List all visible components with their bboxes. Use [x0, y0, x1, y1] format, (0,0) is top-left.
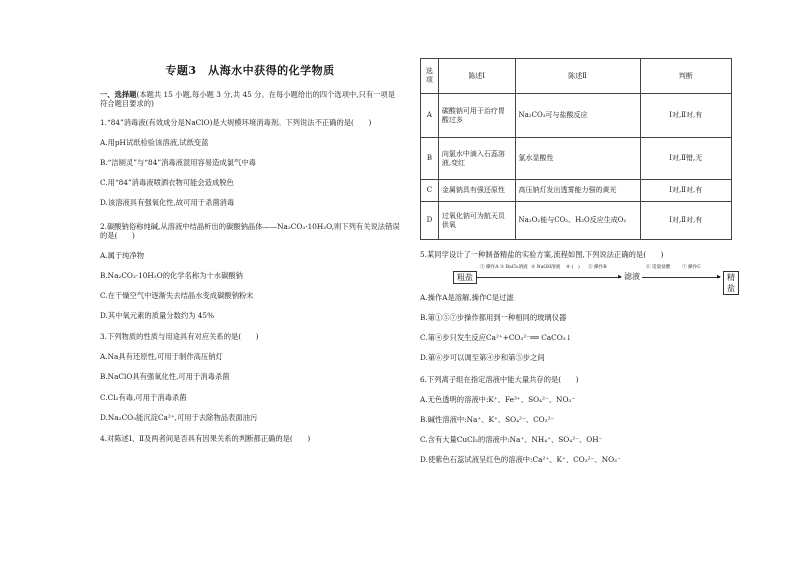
question-6-option-a: A.无色透明的溶液中:K⁺、Fe³⁺、SO₄²⁻、NO₃⁻: [420, 394, 576, 404]
question-6-option-b: B.碱性溶液中:Na⁺、K⁺、SO₄²⁻、CO₃²⁻: [420, 414, 555, 424]
table-cell-statement-1: 向氯水中滴入石蕊溶液,变红: [438, 138, 515, 180]
table-cell-statement-2: Na₂O₂能与CO₂、H₂O反应生成O₂: [515, 202, 640, 240]
question-1-option-d: D.该溶液具有强氧化性,故可用于杀菌消毒: [100, 198, 235, 208]
table-header-row: [421, 59, 732, 94]
flow-end-box: 精盐: [723, 271, 739, 295]
flow-step-1-label: ① 操作A: [480, 265, 499, 271]
question-3-option-b: B.NaClO具有强氧化性,可用于消毒杀菌: [100, 372, 230, 382]
purification-flowchart: [420, 265, 735, 294]
flow-arrow-line-1: [477, 273, 622, 280]
table-cell-judgement: Ⅰ对,Ⅱ对,有: [640, 180, 731, 202]
question-1-option-c: C.用“84”消毒液喷洒衣物可能会造成脱色: [100, 178, 234, 188]
table-cell-statement-1: 碳酸钠可用于治疗胃酸过多: [438, 94, 515, 138]
section-instructions: (本题共 15 小题,每小题 3 分,共 45 分。在每小题给出的四个选项中,只有一项是符合题目要求的): [100, 89, 396, 108]
table-cell-statement-2: 氯水显酸性: [515, 138, 640, 180]
flow-step-7-label: ⑦ 操作C: [682, 265, 701, 271]
question-2-option-a: A.属于纯净物: [100, 250, 145, 260]
question-2-option-d: D.其中氧元素的质量分数约为 45%: [100, 311, 215, 321]
table-header-judgement: 判断: [640, 59, 731, 94]
question-1-option-a: A.用pH试纸检验该溶液,试纸变蓝: [100, 138, 209, 148]
table-cell-option: D: [421, 202, 439, 240]
flow-step-6-label: ⑥ 适量盐酸: [646, 265, 671, 271]
flow-start-box: 粗盐: [453, 271, 477, 284]
table-cell-judgement: Ⅰ对,Ⅱ对,有: [640, 202, 731, 240]
question-6-stem: 6.下列离子组在指定溶液中能大量共存的是( ): [420, 374, 579, 384]
question-2-option-c: C.在干燥空气中逐渐失去结晶水变成碳酸钠粉末: [100, 290, 254, 300]
question-5-option-c: C.第④步只发生反应Ca²⁺+CO₃²⁻══ CaCO₃↓: [420, 333, 572, 343]
section-heading: [100, 90, 400, 108]
question-6-option-c: C.含有大量CuCl₂的溶液中:Na⁺、NH₄⁺、SO₄²⁻、OH⁻: [420, 434, 603, 444]
right-column: [420, 58, 735, 464]
table-cell-option: C: [421, 180, 439, 202]
flow-step-2-label: ② BaCl₂溶液: [500, 265, 528, 271]
question-1-option-b: B.“洁厕灵”与“84”消毒液混用容易造成氯气中毒: [100, 158, 256, 168]
table-cell-option: B: [421, 138, 439, 180]
question-6-option-d: D.使紫色石蕊试液呈红色的溶液中:Ca²⁺、K⁺、CO₃²⁻、NO₃⁻: [420, 454, 621, 464]
table-row: [421, 202, 732, 240]
table-cell-statement-1: 过氧化钠可为航天员供氧: [438, 202, 515, 240]
table-cell-statement-2: Na₂CO₃可与盐酸反应: [515, 94, 640, 138]
question-2-stem: 2.碳酸钠俗称纯碱,从溶液中结晶析出的碳酸钠晶体——Na₂CO₃·10H₂O,则下列有关说法错误的是( ): [100, 221, 400, 240]
question-5-option-a: A.操作A是溶解,操作C是过滤: [420, 293, 514, 303]
question-4-table: [420, 58, 732, 240]
question-5-stem: 5.某同学设计了一种制备精盐的实验方案,流程如图,下列说法正确的是( ): [420, 250, 664, 259]
table-row: [421, 138, 732, 180]
table-header-statement-2: 陈述Ⅱ: [515, 59, 640, 94]
page-title: 专题3 从海水中获得的化学物质: [165, 64, 335, 77]
table-header-statement-1: 陈述Ⅰ: [438, 59, 515, 94]
flow-arrow-head-2: ▶: [717, 273, 721, 280]
question-3-option-d: D.Na₂CO₃能沉淀Ca²⁺,可用于去除物品表面油污: [100, 412, 258, 422]
flow-arrow-line-2: [642, 273, 721, 280]
section-label: 一、选择题: [100, 89, 137, 99]
flow-step-4-label: ④ ( ): [566, 265, 580, 271]
question-4-stem: 4.对陈述Ⅰ、Ⅱ及两者间是否具有因果关系的判断都正确的是( ): [100, 433, 311, 443]
question-1-stem: 1.“84”消毒液(有效成分是NaClO)是大规模环境消毒剂。下列说法不正确的是( ): [100, 117, 372, 127]
table-row: [421, 94, 732, 138]
question-3-stem: 3.下列物质的性质与用途具有对应关系的是( ): [100, 332, 259, 342]
table-cell-statement-1: 金属钠具有强还原性: [438, 180, 515, 202]
flow-step-5-label: ⑤ 操作B: [588, 265, 607, 271]
table-header-option: 选项: [421, 59, 439, 94]
table-row: [421, 180, 732, 202]
flow-arrow-head-1: ▶: [618, 273, 622, 280]
table-cell-judgement: Ⅰ对,Ⅱ错,无: [640, 138, 731, 180]
question-5-option-b: B.第①⑤⑦步操作都用到一种相同的玻璃仪器: [420, 313, 567, 323]
flow-filtrate-node: 滤液: [624, 272, 640, 282]
question-5-option-d: D.第⑥步可以调至第④步和第⑤步之间: [420, 353, 545, 363]
table-cell-statement-2: 高压钠灯发出透雾能力强的黄光: [515, 180, 640, 202]
table-cell-judgement: Ⅰ对,Ⅱ对,有: [640, 94, 731, 138]
question-3-option-a: A.Na具有还原性,可用于制作高压钠灯: [100, 352, 223, 362]
left-column: [100, 62, 400, 443]
flow-step-3-label: ③ NaOH溶液: [531, 265, 561, 271]
table-cell-option: A: [421, 94, 439, 138]
question-2-option-b: B.Na₂CO₃·10H₂O的化学名称为十水碳酸钠: [100, 270, 243, 280]
question-3-option-c: C.Cl₂有毒,可用于消毒杀菌: [100, 392, 187, 402]
